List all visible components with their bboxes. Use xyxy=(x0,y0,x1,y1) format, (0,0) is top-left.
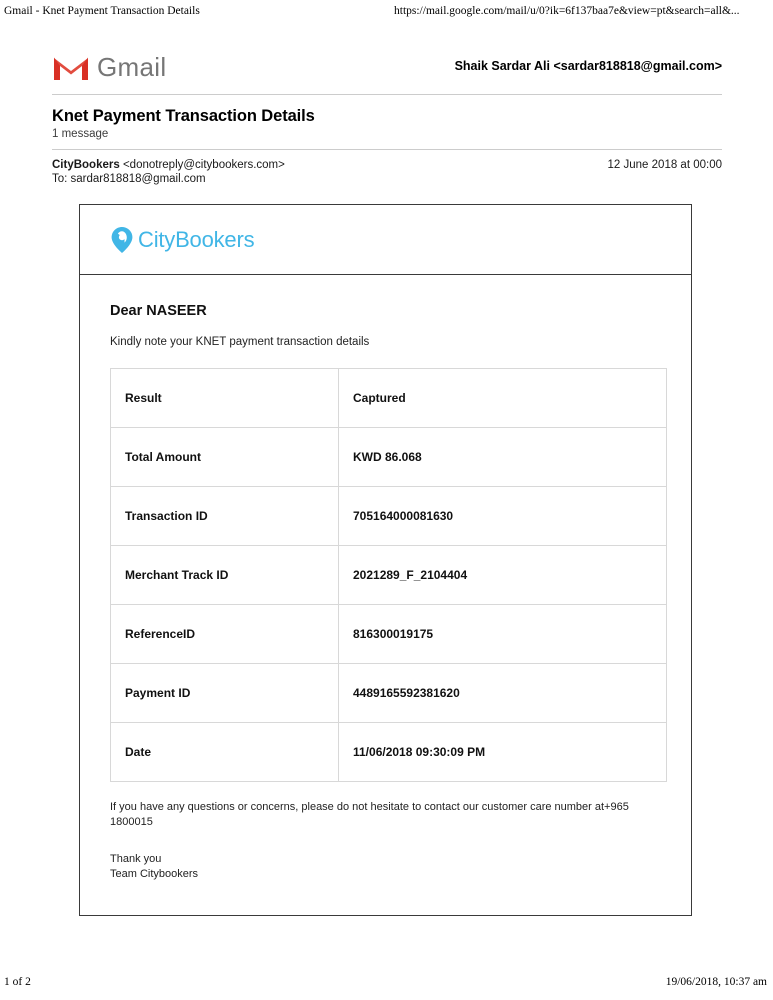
row-value: 2021289_F_2104404 xyxy=(339,546,667,605)
email-body-card xyxy=(79,204,692,916)
gmail-account: Shaik Sardar Ali <sardar818818@gmail.com> xyxy=(454,59,722,73)
table-row xyxy=(111,605,667,664)
row-label: Result xyxy=(111,369,339,428)
message-date: 12 June 2018 at 00:00 xyxy=(607,159,722,171)
message-count: 1 message xyxy=(52,128,109,140)
row-value: Captured xyxy=(339,369,667,428)
table-row xyxy=(111,428,667,487)
row-label: Payment ID xyxy=(111,664,339,723)
recipient-line: To: sardar818818@gmail.com xyxy=(52,173,206,185)
transaction-details-table xyxy=(110,368,667,782)
sender-name: CityBookers xyxy=(52,159,120,171)
intro-text: Kindly note your KNET payment transaction details xyxy=(110,336,370,348)
row-label: Date xyxy=(111,723,339,782)
table-row xyxy=(111,664,667,723)
email-subject: Knet Payment Transaction Details xyxy=(52,107,315,125)
row-label: ReferenceID xyxy=(111,605,339,664)
row-value: 705164000081630 xyxy=(339,487,667,546)
brand-bar xyxy=(80,205,691,275)
row-label: Total Amount xyxy=(111,428,339,487)
table-row xyxy=(111,369,667,428)
table-row xyxy=(111,723,667,782)
print-footer xyxy=(0,976,773,994)
email-card-body xyxy=(80,275,691,915)
gmail-wordmark: Gmail xyxy=(97,52,167,82)
print-header xyxy=(0,0,773,26)
row-label: Transaction ID xyxy=(111,487,339,546)
document-page xyxy=(52,46,722,916)
signoff-block xyxy=(110,852,661,882)
table-row xyxy=(111,546,667,605)
print-header-url: https://mail.google.com/mail/u/0?ik=6f137baa7e&view=pt&search=all&... xyxy=(394,5,740,17)
table-row xyxy=(111,487,667,546)
sender-email: <donotreply@citybookers.com> xyxy=(122,159,285,171)
subject-block xyxy=(52,95,722,149)
greeting-text: Dear NASEER xyxy=(110,303,207,319)
message-meta xyxy=(52,150,722,202)
team-text: Team Citybookers xyxy=(110,867,199,880)
support-note: If you have any questions or concerns, please do not hesitate to contact our customer care number at+965 1800015 xyxy=(110,801,629,828)
row-value: 4489165592381620 xyxy=(339,664,667,723)
thanks-text: Thank you xyxy=(110,852,162,865)
location-pin-icon xyxy=(110,226,134,254)
row-value: 11/06/2018 09:30:09 PM xyxy=(339,723,667,782)
brand-name: CityBookers xyxy=(138,226,255,252)
page-number: 1 of 2 xyxy=(4,976,31,988)
row-value: KWD 86.068 xyxy=(339,428,667,487)
row-label: Merchant Track ID xyxy=(111,546,339,605)
print-header-title: Gmail - Knet Payment Transaction Details xyxy=(4,5,200,17)
citybookers-logo xyxy=(110,226,254,254)
row-value: 816300019175 xyxy=(339,605,667,664)
gmail-logo xyxy=(52,52,166,83)
print-timestamp: 19/06/2018, 10:37 am xyxy=(665,976,767,988)
gmail-header xyxy=(52,46,722,94)
gmail-m-icon xyxy=(52,54,90,82)
